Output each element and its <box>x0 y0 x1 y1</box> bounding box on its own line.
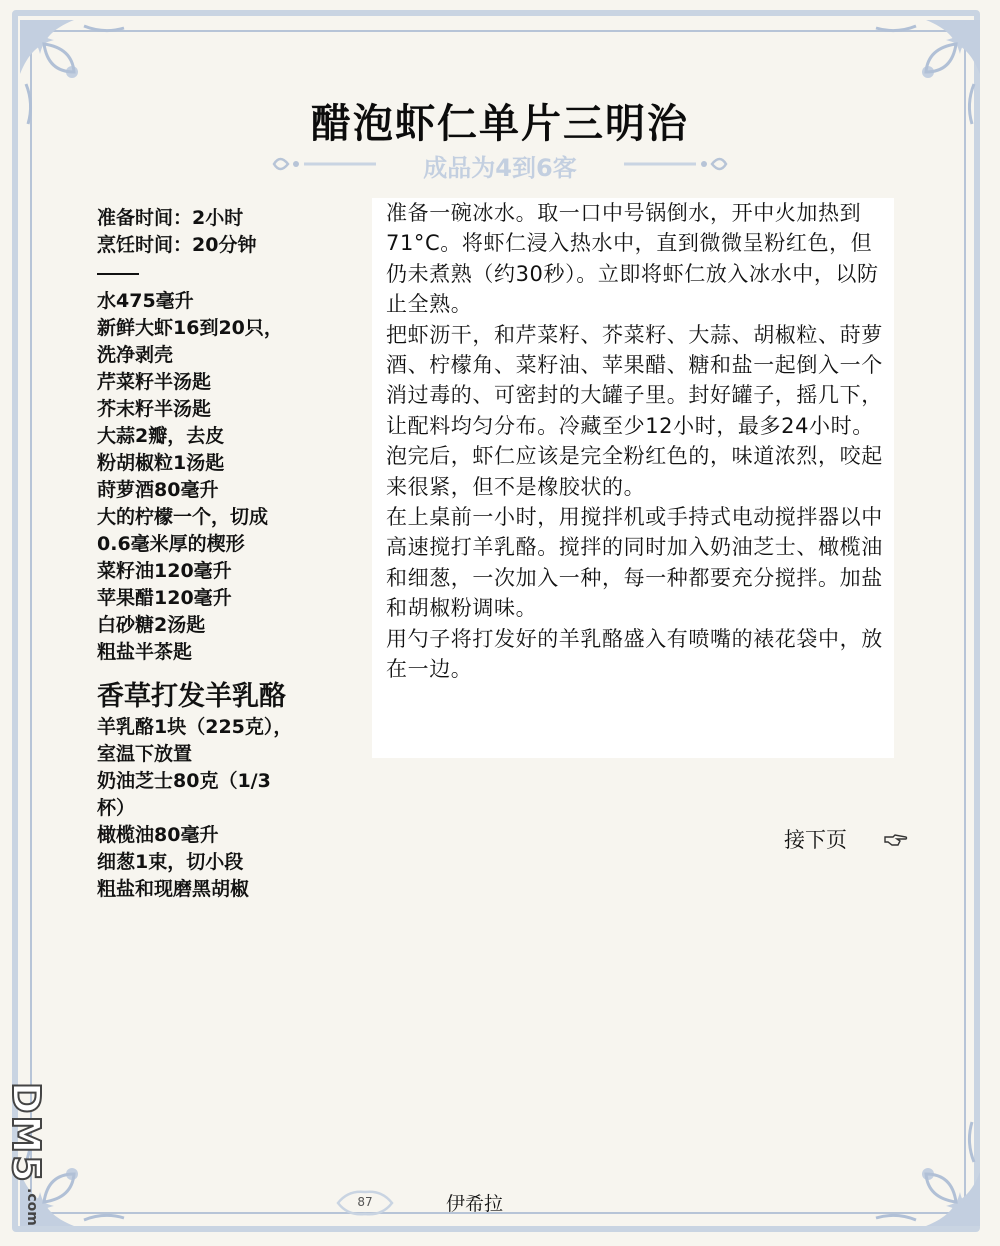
watermark-domain: .com <box>24 1188 40 1226</box>
ingredient-item: 室温下放置 <box>97 743 193 765</box>
instruction-paragraph: 把虾沥干，和芹菜籽、芥菜籽、大蒜、胡椒粒、莳萝酒、柠檬角、菜籽油、苹果醋、糖和盐一起倒入一个消过毒的、可密封的大罐子里。封好罐子，摇几下，让配料均匀分布。冷藏至少12小时，最多24小时。 <box>386 322 883 438</box>
instruction-paragraph: 用勺子将打发好的羊乳酪盛入有喷嘴的裱花袋中，放在一边。 <box>386 626 883 682</box>
ingredients-column <box>97 205 357 903</box>
ingredient-item: 芥末籽半汤匙 <box>97 398 212 420</box>
ingredient-item: 大的柠檬一个，切成 <box>97 506 269 528</box>
ingredient-item: 水475毫升 <box>97 290 194 312</box>
instructions-column <box>372 198 894 758</box>
instruction-paragraph: 在上桌前一小时，用搅拌机或手持式电动搅拌器以中高速搅打羊乳酪。搅拌的同时加入奶油芝士、橄榄油和细葱，一次加入一种，每一种都要充分搅拌。加盐和胡椒粉调味。 <box>386 505 883 621</box>
page-number: 87 <box>357 1195 373 1209</box>
ingredient-item: 粗盐和现磨黑胡椒 <box>97 878 250 900</box>
ingredient-item: 羊乳酪1块（225克）， <box>97 716 293 738</box>
ingredient-item: 新鲜大虾16到20只， <box>97 317 283 339</box>
ingredient-item: 白砂糖2汤匙 <box>97 614 206 636</box>
ingredient-item: 粗盐半茶匙 <box>97 641 193 663</box>
page-number-badge <box>330 1186 400 1220</box>
corner-ornament-icon <box>856 1102 986 1232</box>
section-heading: 香草打发羊乳酪 <box>97 681 286 712</box>
ingredient-item: 细葱1束，切小段 <box>97 851 244 873</box>
next-page-link[interactable]: 接下页 <box>784 828 847 852</box>
recipe-title: 醋泡虾仁单片三明治 <box>311 101 689 147</box>
ingredient-item: 洗净剥壳 <box>97 344 174 366</box>
ingredient-item: 杯） <box>97 797 136 819</box>
divider <box>97 273 139 275</box>
pointing-hand-icon[interactable] <box>884 832 908 848</box>
ingredient-item: 苹果醋120毫升 <box>97 587 232 609</box>
ingredient-item: 芹菜籽半汤匙 <box>97 371 212 393</box>
ingredient-item: 菜籽油120毫升 <box>97 560 232 582</box>
servings-text: 成品为4到6客 <box>423 154 577 182</box>
ingredient-item: 莳萝酒80毫升 <box>97 479 219 501</box>
ingredient-item: 0.6毫米厚的楔形 <box>97 533 245 555</box>
instruction-paragraph: 准备一碗冰水。取一口中号锅倒水，开中火加热到71°C。将虾仁浸入热水中，直到微微呈粉红色，但仍未煮熟（约30秒）。立即将虾仁放入冰水中，以防止全熟。 <box>386 201 879 317</box>
ingredient-item: 奶油芝士80克（1/3 <box>97 770 271 792</box>
cook-time: 烹饪时间：20分钟 <box>97 234 257 256</box>
instruction-paragraph: 泡完后，虾仁应该是完全粉红色的，味道浓烈，咬起来很紧，但不是橡胶状的。 <box>386 444 883 499</box>
servings-row <box>270 146 730 182</box>
prep-time: 准备时间：2小时 <box>97 207 244 229</box>
scroll-ornament-icon <box>620 150 730 178</box>
author-name: 伊希拉 <box>446 1193 504 1215</box>
ingredient-item: 粉胡椒粒1汤匙 <box>97 452 225 474</box>
watermark-logo: DM5 <box>4 1082 48 1184</box>
ingredient-item: 橄榄油80毫升 <box>97 824 219 846</box>
ingredient-item: 大蒜2瓣，去皮 <box>97 425 225 447</box>
